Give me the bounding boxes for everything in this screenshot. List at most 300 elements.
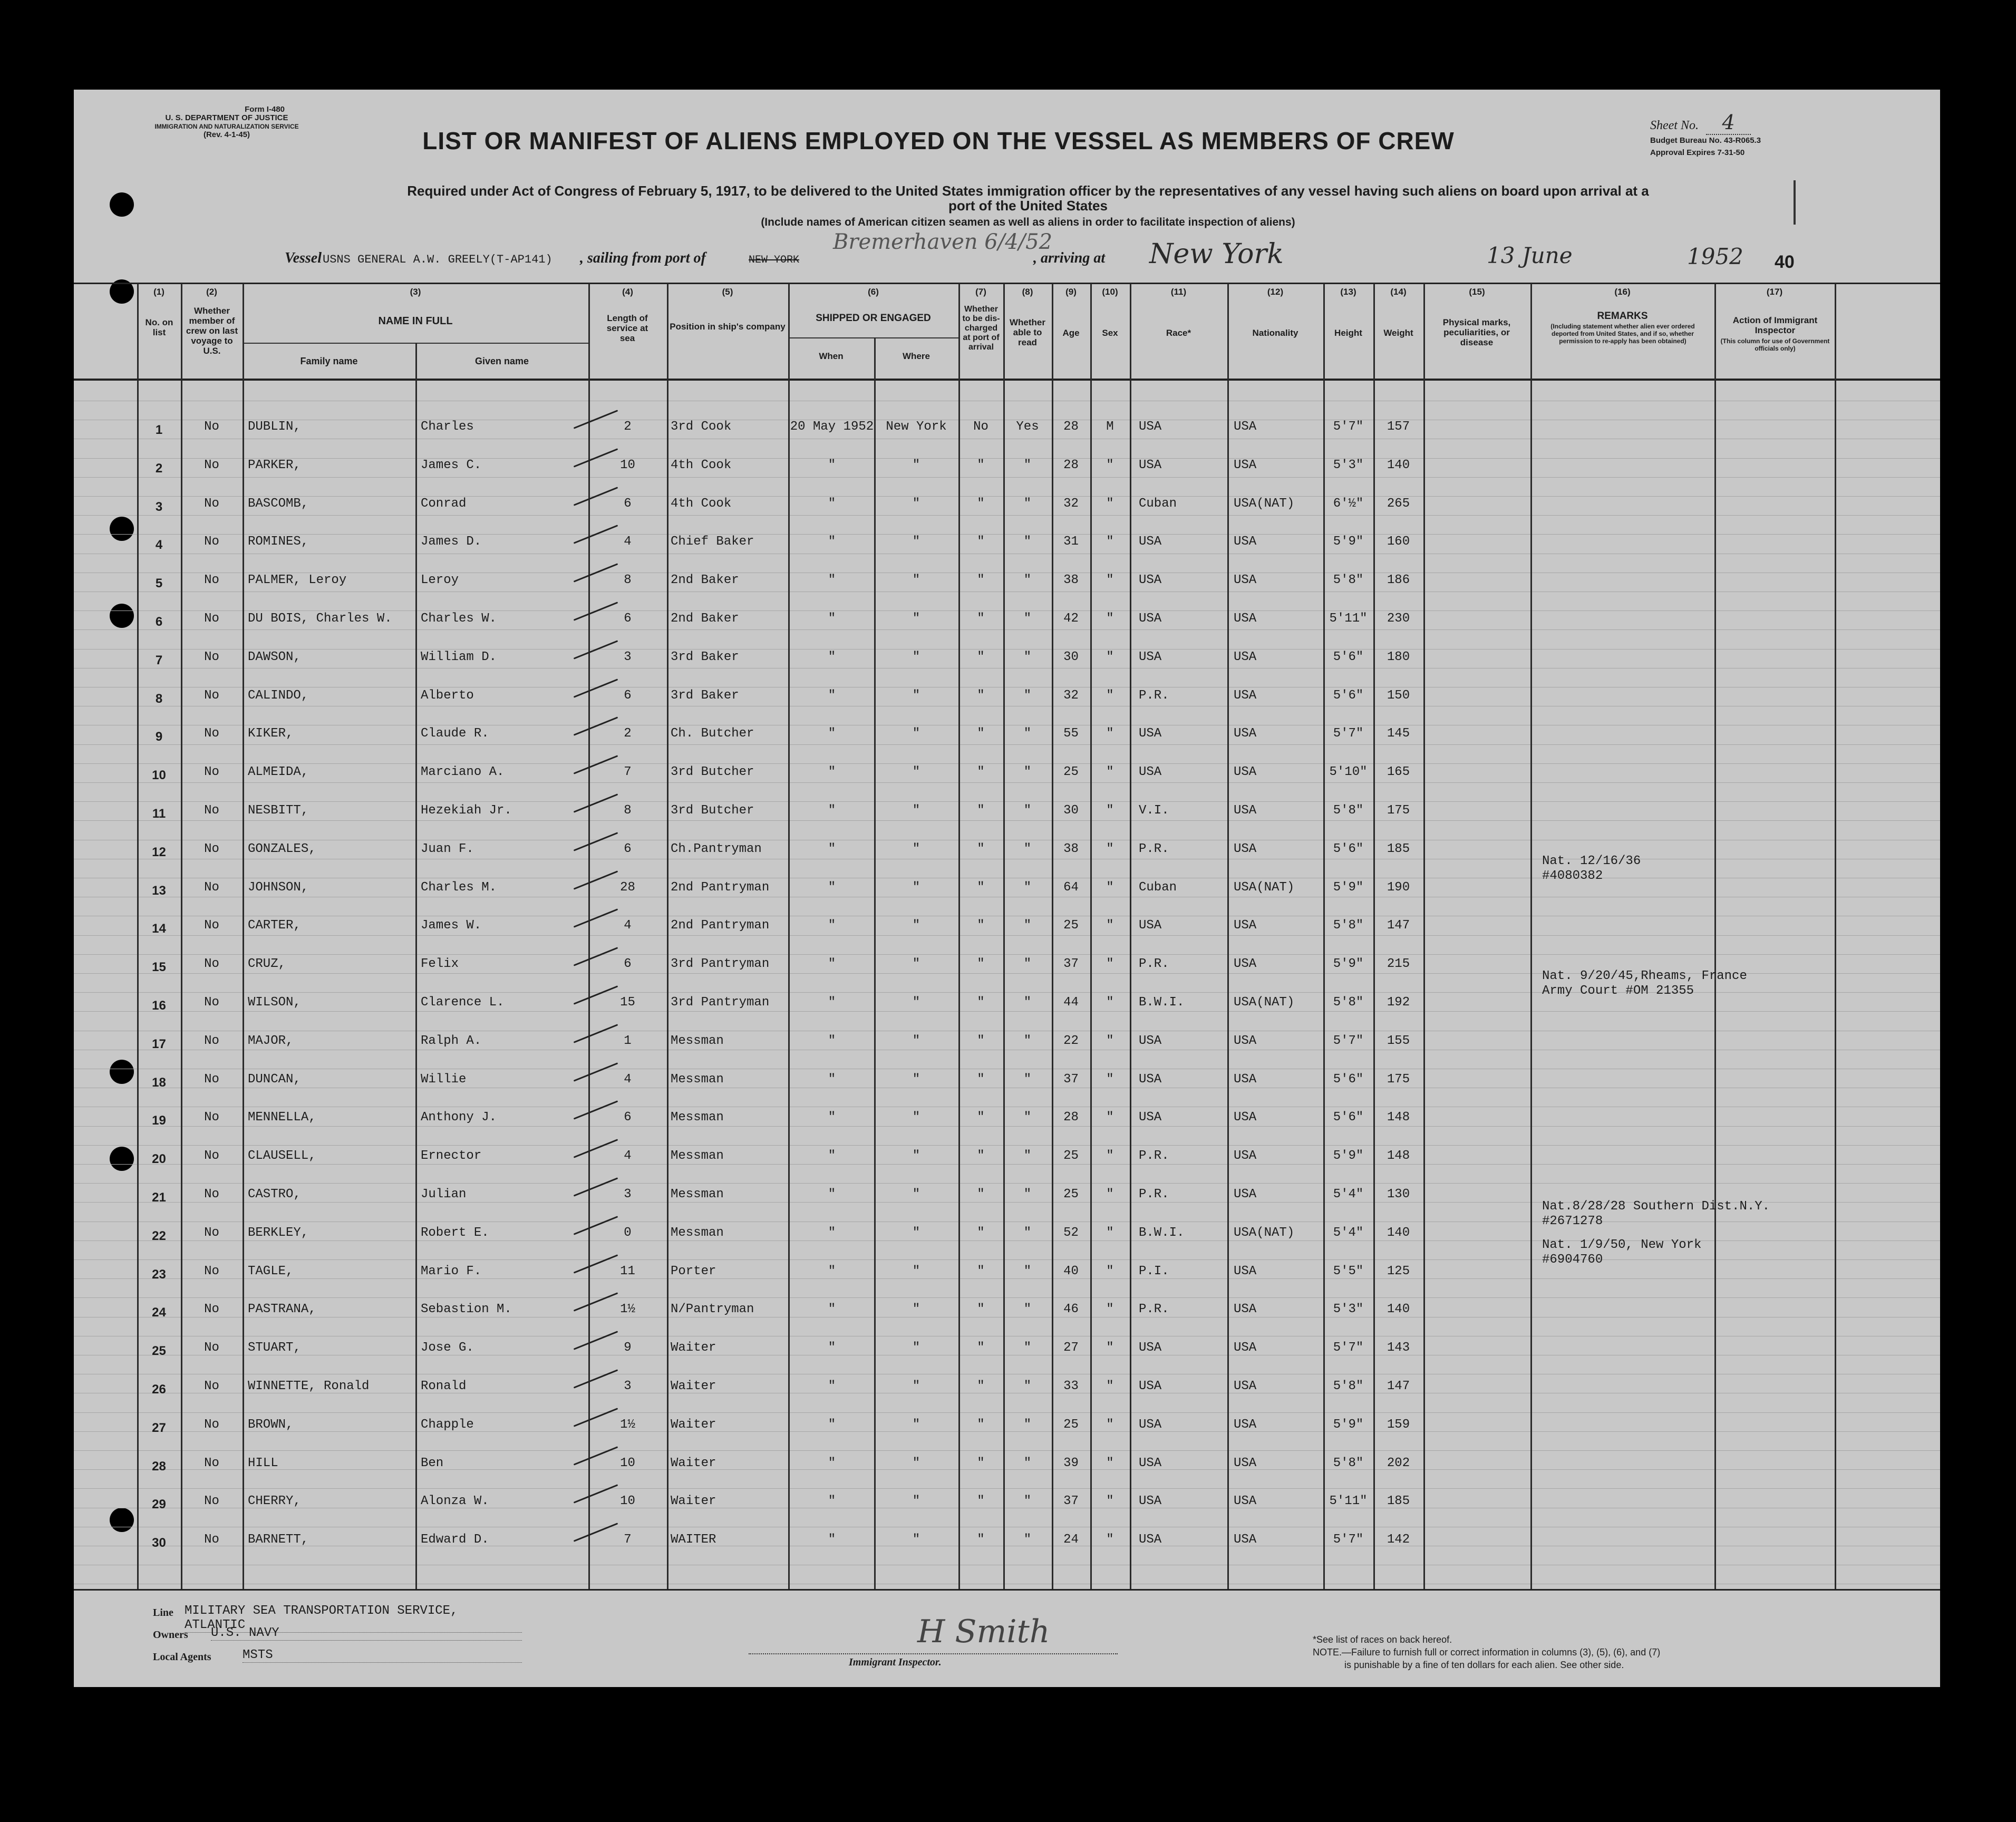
cell-discharged: "	[977, 880, 985, 895]
col-num-11: (11)	[1170, 287, 1187, 297]
cell-when: "	[828, 1379, 836, 1393]
cell-position: Messman	[671, 1033, 724, 1048]
cell-weight: 140	[1387, 1225, 1410, 1240]
cell-age: 28	[1063, 458, 1079, 472]
col-num-16: (16)	[1614, 287, 1631, 297]
cell-member-last-voyage: No	[204, 573, 219, 588]
cell-able-to-read: "	[1023, 535, 1032, 549]
col-discharged: Whether to be dis-charged at port of arrival	[962, 305, 1000, 352]
cell-when: "	[828, 1264, 836, 1278]
cell-position: Waiter	[671, 1379, 716, 1393]
cell-when: "	[828, 535, 836, 549]
cell-sex: "	[1106, 957, 1114, 972]
cell-age: 37	[1063, 957, 1079, 972]
cell-able-to-read: "	[1023, 1110, 1032, 1125]
col-able-to-read: Whether able to read	[1010, 317, 1045, 347]
cell-length-service: 2	[624, 726, 632, 741]
cell-age: 25	[1063, 918, 1079, 933]
cell-height: 5'8"	[1333, 573, 1364, 588]
cell-when: "	[828, 1187, 836, 1201]
cell-member-last-voyage: No	[204, 918, 219, 933]
cell-when: "	[828, 573, 836, 588]
col-height: Height	[1334, 328, 1362, 338]
col-length-service: Length of service at sea	[606, 313, 648, 343]
required-line-2: port of the United States	[948, 198, 1108, 214]
cell-where: "	[912, 1264, 920, 1278]
owners-value: U.S. NAVY	[211, 1626, 522, 1641]
cell-age: 25	[1063, 1187, 1079, 1201]
col-num-7: (7)	[975, 287, 986, 297]
cell-sex: "	[1106, 1379, 1114, 1393]
cell-where: "	[912, 573, 920, 588]
cell-position: 3rd Pantryman	[671, 995, 770, 1010]
approval-expires: Approval Expires 7-31-50	[1650, 148, 1745, 157]
cell-given-name: William D.	[421, 650, 497, 664]
cell-able-to-read: "	[1023, 612, 1032, 626]
cell-length-service: 4	[624, 1149, 632, 1164]
cell-remarks-2: Army Court #OM 21355	[1542, 984, 1694, 998]
cell-able-to-read: "	[1023, 841, 1032, 856]
cell-weight: 147	[1387, 918, 1410, 933]
cell-discharged: "	[977, 1187, 985, 1201]
cell-able-to-read: "	[1023, 1225, 1032, 1240]
cell-remarks: Nat. 12/16/36	[1542, 854, 1641, 868]
cell-height: 5'8"	[1333, 1379, 1364, 1393]
cell-family-name: ROMINES,	[248, 535, 309, 549]
cell-family-name: BARNETT,	[248, 1533, 309, 1547]
cell-weight: 160	[1387, 535, 1410, 549]
cell-age: 25	[1063, 1417, 1079, 1432]
cell-weight: 159	[1387, 1417, 1410, 1432]
cell-sex: "	[1106, 458, 1114, 472]
cell-length-service: 9	[624, 1341, 632, 1355]
cell-position: Messman	[671, 1072, 724, 1087]
cell-race: P.R.	[1139, 1149, 1169, 1164]
cell-age: 33	[1063, 1379, 1079, 1393]
cell-nationality: USA	[1234, 1341, 1257, 1355]
cell-when: "	[828, 1302, 836, 1317]
cell-given-name: Clarence L.	[421, 995, 505, 1010]
cell-family-name: BROWN,	[248, 1417, 294, 1432]
col-family-name: Family name	[300, 356, 358, 366]
cell-nationality: USA	[1234, 957, 1257, 972]
cell-race: USA	[1139, 1417, 1162, 1432]
cell-when: "	[828, 803, 836, 818]
sailing-port-typed: NEW YORK	[749, 254, 800, 266]
cell-height: 5'9"	[1333, 957, 1364, 972]
cell-where: "	[912, 1110, 920, 1125]
row-number: 18	[152, 1075, 166, 1090]
cell-family-name: JOHNSON,	[248, 880, 309, 895]
cell-race: P.R.	[1139, 841, 1169, 856]
cell-length-service: 0	[624, 1225, 632, 1240]
cell-family-name: NESBITT,	[248, 803, 309, 818]
cell-discharged: "	[977, 1417, 985, 1432]
cell-position: 3rd Butcher	[671, 765, 754, 780]
row-number: 28	[152, 1459, 166, 1474]
cell-age: 64	[1063, 880, 1079, 895]
cell-position: N/Pantryman	[671, 1302, 754, 1317]
cell-length-service: 4	[624, 1072, 632, 1087]
cell-weight: 148	[1387, 1110, 1410, 1125]
cell-sex: "	[1106, 1225, 1114, 1240]
cell-family-name: DU BOIS, Charles W.	[248, 612, 392, 626]
cell-length-service: 6	[624, 841, 632, 856]
cell-given-name: Robert E.	[421, 1225, 489, 1240]
cell-family-name: DUBLIN,	[248, 420, 301, 434]
cell-age: 37	[1063, 1072, 1079, 1087]
cell-remarks: Nat. 1/9/50, New York	[1542, 1237, 1702, 1252]
cell-length-service: 7	[624, 765, 632, 780]
cell-weight: 157	[1387, 420, 1410, 434]
row-number: 21	[152, 1190, 166, 1205]
col-num-13: (13)	[1340, 287, 1356, 297]
cell-given-name: Ralph A.	[421, 1033, 482, 1048]
cell-able-to-read: Yes	[1016, 420, 1039, 434]
cell-able-to-read: "	[1023, 880, 1032, 895]
row-number: 11	[152, 807, 166, 821]
cell-able-to-read: "	[1023, 1494, 1032, 1509]
sheet-number: 4	[1706, 111, 1750, 135]
cell-where: "	[912, 841, 920, 856]
cell-nationality: USA	[1234, 1264, 1257, 1278]
cell-when: "	[828, 995, 836, 1010]
cell-race: Cuban	[1139, 496, 1177, 511]
cell-given-name: Chapple	[421, 1417, 474, 1432]
cell-age: 25	[1063, 1149, 1079, 1164]
cell-height: 5'6"	[1333, 841, 1364, 856]
cell-weight: 155	[1387, 1033, 1410, 1048]
cell-given-name: Hezekiah Jr.	[421, 803, 512, 818]
line-label: Line	[153, 1607, 173, 1619]
cell-race: USA	[1139, 650, 1162, 664]
cell-given-name: Sebastion M.	[421, 1302, 512, 1317]
cell-given-name: Ernector	[421, 1149, 482, 1164]
cell-nationality: USA	[1234, 458, 1257, 472]
cell-age: 31	[1063, 535, 1079, 549]
cell-where: "	[912, 1341, 920, 1355]
col-num-15: (15)	[1469, 287, 1485, 297]
cell-discharged: "	[977, 918, 985, 933]
cell-member-last-voyage: No	[204, 1417, 219, 1432]
row-number: 15	[152, 960, 166, 975]
cell-family-name: DAWSON,	[248, 650, 301, 664]
cell-member-last-voyage: No	[204, 420, 219, 434]
cell-sex: "	[1106, 1264, 1114, 1278]
cell-where: New York	[886, 420, 947, 434]
cell-age: 44	[1063, 995, 1079, 1010]
cell-when: "	[828, 496, 836, 511]
cell-length-service: 1	[624, 1033, 632, 1048]
col-position: Position in ship's company	[670, 322, 786, 332]
cell-able-to-read: "	[1023, 1187, 1032, 1201]
cell-length-service: 10	[620, 1456, 635, 1470]
row-number: 23	[152, 1267, 166, 1282]
cell-height: 5'8"	[1333, 918, 1364, 933]
cell-family-name: CARTER,	[248, 918, 301, 933]
cell-discharged: "	[977, 841, 985, 856]
cell-nationality: USA	[1234, 1187, 1257, 1201]
cell-sex: "	[1106, 1494, 1114, 1509]
cell-given-name: Juan F.	[421, 841, 474, 856]
sheet-label: Sheet No.	[1650, 119, 1699, 132]
cell-weight: 190	[1387, 880, 1410, 895]
cell-discharged: "	[977, 1264, 985, 1278]
cell-race: USA	[1139, 458, 1162, 472]
col-physical-marks: Physical marks, peculiarities, or disease	[1442, 317, 1511, 347]
cell-height: 5'4"	[1333, 1225, 1364, 1240]
cell-where: "	[912, 1149, 920, 1164]
cell-weight: 150	[1387, 688, 1410, 703]
department: U. S. DEPARTMENT OF JUSTICE	[165, 113, 288, 122]
cell-family-name: PASTRANA,	[248, 1302, 316, 1317]
col-when: When	[819, 351, 844, 361]
cell-able-to-read: "	[1023, 1417, 1032, 1432]
cell-height: 5'5"	[1333, 1264, 1364, 1278]
cell-where: "	[912, 765, 920, 780]
cell-when: 20 May 1952	[790, 420, 874, 434]
cell-position: 2nd Pantryman	[671, 880, 770, 895]
col-race: Race*	[1166, 328, 1191, 338]
cell-position: Porter	[671, 1264, 716, 1278]
row-number: 6	[155, 615, 163, 629]
col-inspector-sub: (This column for use of Government officials only)	[1720, 337, 1830, 352]
cell-age: 37	[1063, 1494, 1079, 1509]
cell-family-name: DUNCAN,	[248, 1072, 301, 1087]
cell-member-last-voyage: No	[204, 1149, 219, 1164]
cell-nationality: USA	[1234, 688, 1257, 703]
cell-discharged: "	[977, 726, 985, 741]
corner-number: 40	[1775, 252, 1795, 272]
cell-given-name: Felix	[421, 957, 459, 972]
budget-bureau: Budget Bureau No. 43-R065.3	[1650, 136, 1761, 145]
sailing-port-handwritten: Bremerhaven 6/4/52	[833, 230, 1053, 254]
cell-discharged: "	[977, 1379, 985, 1393]
cell-race: USA	[1139, 1379, 1162, 1393]
cell-nationality: USA	[1234, 918, 1257, 933]
cell-where: "	[912, 1072, 920, 1087]
cell-sex: "	[1106, 1533, 1114, 1547]
cell-when: "	[828, 688, 836, 703]
cell-discharged: "	[977, 765, 985, 780]
cell-race: V.I.	[1139, 803, 1169, 818]
cell-age: 55	[1063, 726, 1079, 741]
cell-discharged: "	[977, 1341, 985, 1355]
cell-family-name: TAGLE,	[248, 1264, 294, 1278]
cell-discharged: "	[977, 688, 985, 703]
cell-nationality: USA	[1234, 1379, 1257, 1393]
cell-age: 32	[1063, 688, 1079, 703]
cell-weight: 145	[1387, 726, 1410, 741]
cell-member-last-voyage: No	[204, 1341, 219, 1355]
cell-when: "	[828, 1417, 836, 1432]
cell-where: "	[912, 612, 920, 626]
cell-position: 4th Cook	[671, 496, 732, 511]
cell-age: 40	[1063, 1264, 1079, 1278]
cell-race: USA	[1139, 1110, 1162, 1125]
cell-race: USA	[1139, 420, 1162, 434]
cell-sex: "	[1106, 1341, 1114, 1355]
cell-given-name: Conrad	[421, 496, 467, 511]
signature-line	[749, 1653, 1118, 1654]
cell-when: "	[828, 726, 836, 741]
cell-given-name: Jose G.	[421, 1341, 474, 1355]
col-name-in-full: NAME IN FULL	[378, 315, 453, 327]
cell-position: Waiter	[671, 1494, 716, 1509]
cell-given-name: Charles	[421, 420, 474, 434]
cell-member-last-voyage: No	[204, 995, 219, 1010]
agents-value: MSTS	[243, 1648, 522, 1663]
cell-sex: "	[1106, 1110, 1114, 1125]
cell-able-to-read: "	[1023, 918, 1032, 933]
cell-where: "	[912, 458, 920, 472]
cell-remarks-2: #6904760	[1542, 1252, 1603, 1267]
cell-where: "	[912, 1187, 920, 1201]
cell-length-service: 1½	[620, 1417, 635, 1432]
cell-family-name: WINNETTE, Ronald	[248, 1379, 370, 1393]
row-number: 5	[155, 576, 163, 591]
cell-given-name: Charles W.	[421, 612, 497, 626]
cell-nationality: USA	[1234, 1456, 1257, 1470]
cell-sex: "	[1106, 803, 1114, 818]
cell-able-to-read: "	[1023, 957, 1032, 972]
cell-race: USA	[1139, 1341, 1162, 1355]
col-num-2: (2)	[206, 287, 217, 297]
cell-age: 30	[1063, 650, 1079, 664]
cell-length-service: 8	[624, 803, 632, 818]
include-statement: (Include names of American citizen seamen as well as aliens in order to facilitate inspection of aliens)	[761, 216, 1295, 228]
row-number: 19	[152, 1113, 166, 1128]
cell-weight: 147	[1387, 1379, 1410, 1393]
cell-age: 38	[1063, 573, 1079, 588]
races-note: *See list of races on back hereof.	[1313, 1634, 1452, 1645]
row-number: 20	[152, 1152, 166, 1167]
cell-height: 5'8"	[1333, 1456, 1364, 1470]
cell-able-to-read: "	[1023, 1302, 1032, 1317]
cell-sex: "	[1106, 535, 1114, 549]
cell-member-last-voyage: No	[204, 1379, 219, 1393]
cell-length-service: 15	[620, 995, 635, 1010]
cell-race: USA	[1139, 918, 1162, 933]
cell-given-name: Mario F.	[421, 1264, 482, 1278]
cell-sex: "	[1106, 1149, 1114, 1164]
cell-when: "	[828, 1110, 836, 1125]
cell-position: 4th Cook	[671, 458, 732, 472]
cell-able-to-read: "	[1023, 726, 1032, 741]
cell-remarks: Nat.8/28/28 Southern Dist.N.Y.	[1542, 1199, 1770, 1214]
cell-when: "	[828, 650, 836, 664]
cell-height: 5'8"	[1333, 995, 1364, 1010]
cell-where: "	[912, 535, 920, 549]
cell-member-last-voyage: No	[204, 1033, 219, 1048]
cell-sex: "	[1106, 880, 1114, 895]
cell-family-name: HILL	[248, 1456, 278, 1470]
cell-where: "	[912, 957, 920, 972]
cell-race: USA	[1139, 535, 1162, 549]
cell-race: USA	[1139, 1533, 1162, 1547]
cell-remarks: Nat. 9/20/45,Rheams, France	[1542, 969, 1747, 983]
col-given-name: Given name	[474, 356, 529, 366]
cell-position: 3rd Pantryman	[671, 957, 770, 972]
cell-given-name: Claude R.	[421, 726, 489, 741]
service-name: IMMIGRATION AND NATURALIZATION SERVICE	[154, 123, 299, 130]
col-shipped-engaged: SHIPPED OR ENGAGED	[816, 313, 931, 324]
row-number: 3	[155, 499, 163, 514]
cell-discharged: "	[977, 1225, 985, 1240]
cell-sex: "	[1106, 650, 1114, 664]
col-num-8: (8)	[1022, 287, 1033, 297]
cell-height: 5'3"	[1333, 1302, 1364, 1317]
cell-member-last-voyage: No	[204, 803, 219, 818]
vessel-name: USNS GENERAL A.W. GREELY(T-AP141)	[323, 253, 553, 266]
cell-height: 5'6"	[1333, 688, 1364, 703]
cell-able-to-read: "	[1023, 1379, 1032, 1393]
cell-given-name: Charles M.	[421, 880, 497, 895]
cell-race: P.R.	[1139, 957, 1169, 972]
cell-family-name: CASTRO,	[248, 1187, 301, 1201]
cell-race: Cuban	[1139, 880, 1177, 895]
cell-sex: "	[1106, 918, 1114, 933]
cell-length-service: 10	[620, 458, 635, 472]
col-nationality: Nationality	[1252, 328, 1298, 338]
cell-discharged: "	[977, 957, 985, 972]
cell-race: B.W.I.	[1139, 995, 1185, 1010]
cell-weight: 180	[1387, 650, 1410, 664]
cell-where: "	[912, 1494, 920, 1509]
cell-family-name: KIKER,	[248, 726, 294, 741]
cell-position: 3rd Baker	[671, 688, 739, 703]
cell-discharged: "	[977, 803, 985, 818]
arrival-date: 13 June	[1487, 243, 1573, 268]
cell-age: 25	[1063, 765, 1079, 780]
cell-height: 5'9"	[1333, 1149, 1364, 1164]
cell-member-last-voyage: No	[204, 1187, 219, 1201]
cell-height: 5'7"	[1333, 420, 1364, 434]
cell-position: WAITER	[671, 1533, 716, 1547]
row-number: 4	[155, 538, 163, 553]
cell-family-name: PALMER, Leroy	[248, 573, 347, 588]
col-num-3: (3)	[410, 287, 421, 297]
cell-member-last-voyage: No	[204, 1110, 219, 1125]
cell-race: USA	[1139, 573, 1162, 588]
cell-weight: 165	[1387, 765, 1410, 780]
cell-when: "	[828, 880, 836, 895]
cell-where: "	[912, 803, 920, 818]
row-number: 27	[152, 1420, 166, 1435]
cell-discharged: No	[973, 420, 988, 434]
row-number: 26	[152, 1382, 166, 1397]
cell-sex: "	[1106, 1072, 1114, 1087]
cell-where: "	[912, 880, 920, 895]
cell-family-name: MENNELLA,	[248, 1110, 316, 1125]
cell-member-last-voyage: No	[204, 1456, 219, 1470]
cell-able-to-read: "	[1023, 496, 1032, 511]
cell-given-name: Anthony J.	[421, 1110, 497, 1125]
cell-length-service: 28	[620, 880, 635, 895]
col-member-last-voyage: Whether member of crew on last voyage to U.S.	[186, 306, 238, 356]
cell-weight: 125	[1387, 1264, 1410, 1278]
cell-discharged: "	[977, 650, 985, 664]
cell-when: "	[828, 1494, 836, 1509]
cell-sex: "	[1106, 1187, 1114, 1201]
cell-member-last-voyage: No	[204, 496, 219, 511]
row-number: 17	[152, 1036, 166, 1051]
cell-nationality: USA(NAT)	[1234, 880, 1295, 895]
cell-sex: "	[1106, 573, 1114, 588]
cell-sex: "	[1106, 1456, 1114, 1470]
agents-label: Local Agents	[153, 1651, 211, 1663]
cell-height: 5'9"	[1333, 535, 1364, 549]
